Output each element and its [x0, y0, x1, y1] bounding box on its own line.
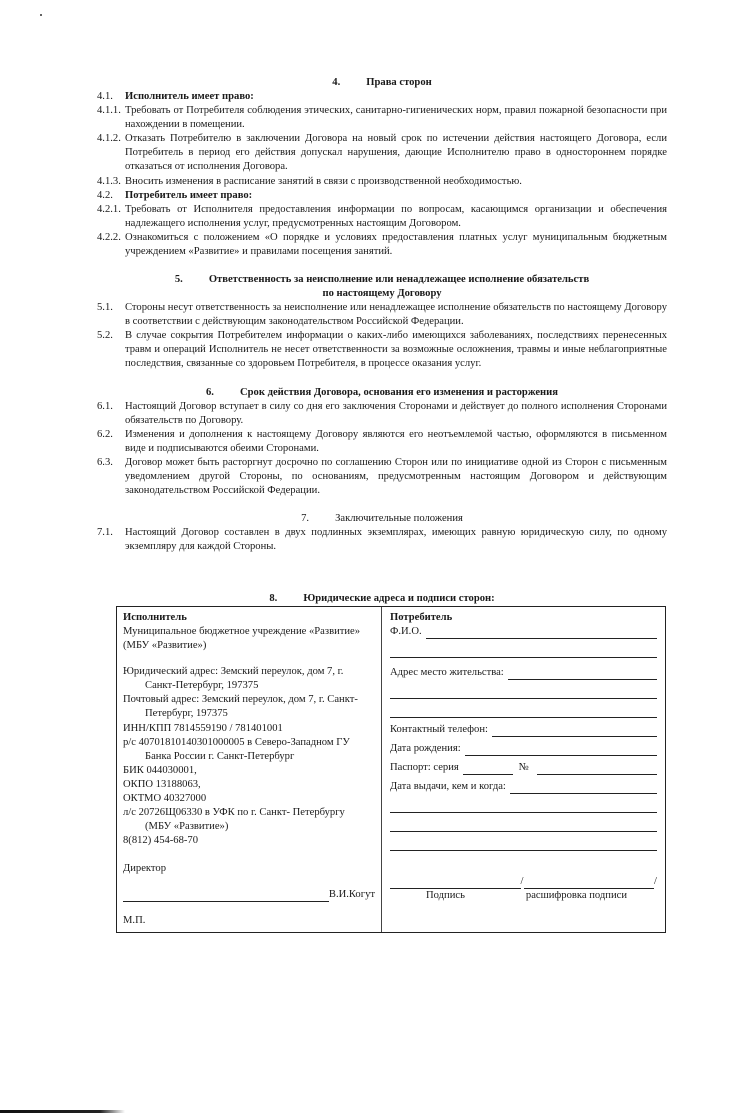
executor-legal-address: Юридический адрес: Земский переулок, дом 7, г. — [123, 666, 344, 678]
address-field-line-3[interactable] — [390, 699, 657, 718]
phone-field[interactable]: Контактный телефон: — [390, 718, 657, 737]
clause-4-1-2: 4.1.2. Отказать Потребителю в заключении Договора на новый срок по истечении действия настоящего Договора, если Потребитель в период его действия допускал нарушения, дающие Исполнителю право в одностороннем порядке отказаться от исполнения Договора. — [97, 133, 667, 173]
executor-phone: 8(812) 454-68-70 — [123, 835, 199, 847]
clause-4-1-1: 4.1.1. Требовать от Потребителя соблюдения этических, санитарно-гигиенических норм, правил пожарной безопасности при нахождении в помещении. — [97, 105, 667, 131]
consumer-column — [382, 607, 665, 932]
clause-4-2-1: 4.2.1. Требовать от Исполнителя предоставления информации по вопросам, касающимся организации и обеспечения надлежащего исполнения услуг, предусмотренных настоящим Договором. — [97, 203, 667, 229]
signature-captions — [390, 889, 657, 903]
scan-speck — [40, 14, 42, 16]
executor-heading: Исполнитель — [123, 612, 187, 623]
clause-5-1: 5.1. Стороны несут ответственность за неисполнение или ненадлежащее исполнение обязательств по настоящему Договору в соответствии с действующим законодательством Российской Федерации. — [97, 302, 667, 328]
executor-org-short: (МБУ «Развитие») — [123, 640, 207, 652]
executor-bik: БИК 044030001, — [123, 764, 197, 776]
address-field-line-2[interactable] — [390, 680, 657, 699]
birth-date-field[interactable]: Дата рождения: — [390, 737, 657, 756]
clause-6-1: 6.1. Настоящий Договор вступает в силу со дня его заключения Сторонами и действует до полного исполнения Сторонами обязательств по Договору. — [97, 400, 667, 426]
executor-column: Исполнитель Муниципальное бюджетное учреждение «Развитие» (МБУ «Развитие») Юридический адрес: Земский переулок, дом 7, г. Санкт-Петербург, 197375 Почтовый адрес: Земский переулок, дом 7, г. Санкт- Петербург, 197375 ИНН/КПП 7814559190 / 781401001 р/с 40701810140301000005 в Северо-Западном ГУ Банка России г. Санкт-Петербург БИК 044030001, ОКПО 13188063, ОКТМО 40327000 л/с 20726Щ06330 в УФК по г. Санкт- Петербургу (МБУ «Развитие») 8(812) 454-68-70 Директор В.И.Когут М.П. — [117, 607, 382, 932]
fio-field[interactable]: Ф.И.О. — [390, 625, 657, 639]
clause-4-1: 4.1. Исполнитель имеет право: — [97, 91, 254, 103]
consumer-heading: Потребитель — [390, 612, 453, 623]
executor-postal-address: Почтовый адрес: Земский переулок, дом 7, г. Санкт- — [123, 694, 358, 706]
fio-field-line-2[interactable] — [390, 639, 657, 658]
signatures-table — [116, 606, 666, 933]
director-name: В.И.Когут — [328, 889, 375, 901]
section-6-title: 6. Срок действия Договора, основания его изменения и расторжения — [206, 386, 558, 398]
clause-4-2-2: 4.2.2. Ознакомиться с положением «О порядке и условиях предоставления платных услуг муниципальным бюджетным учреждением «Развитие» и правилами посещения занятий. — [97, 231, 667, 257]
clause-5-2: 5.2. В случае сокрытия Потребителем информации о каких-либо имеющихся заболеваниях, последствиях перенесенных травм и операций Исполнитель не несет ответственности за возможные осложнения, травмы и иные неблагоприятные последствия, связанные со здоровьем Потребителя, в процессе оказания услуг. — [97, 330, 667, 370]
issued-field[interactable]: Дата выдачи, кем и когда: — [390, 775, 657, 794]
director-signature-line[interactable] — [123, 888, 375, 902]
director-label: Директор — [123, 863, 166, 875]
clause-7-1: 7.1. Настоящий Договор составлен в двух подлинных экземплярах, имеющих равную юридическую силу, по одному экземпляру для каждой Стороны. — [97, 527, 667, 553]
signature-caption: Подпись — [426, 890, 465, 902]
issued-field-line-4[interactable] — [390, 832, 657, 851]
executor-org-name: Муниципальное бюджетное учреждение «Развитие» — [123, 626, 361, 638]
consumer-signature-line[interactable]: / / — [390, 875, 657, 889]
contract-body — [97, 76, 667, 607]
clause-6-2: 6.2. Изменения и дополнения к настоящему Договору являются его неотъемлемой частью, оформляются в письменном виде и подписываются обеими Сторонами. — [97, 428, 667, 454]
decryption-caption: расшифровка подписи — [525, 890, 627, 902]
issued-field-line-2[interactable] — [390, 794, 657, 813]
section-8-title: 8. Юридические адреса и подписи сторон: — [269, 593, 495, 605]
executor-oktmo: ОКТМО 40327000 — [123, 792, 207, 804]
section-7-title: 7. Заключительные положения — [301, 513, 463, 525]
address-field[interactable]: Адрес место жительства: — [390, 658, 657, 680]
issued-field-line-3[interactable] — [390, 813, 657, 832]
section-5-title: 5. Ответственность за неисполнение или ненадлежащее исполнение обязательств по настоящему Договору — [174, 274, 590, 300]
executor-account: р/с 40701810140301000005 в Северо-Западном ГУ — [123, 736, 350, 748]
passport-field[interactable]: Паспорт: серия № — [390, 756, 657, 775]
executor-personal-account: л/с 20726Щ06330 в УФК по г. Санкт- Петербургу — [123, 807, 345, 819]
clause-6-3: 6.3. Договор может быть расторгнут досрочно по соглашению Сторон или по инициативе одной из Сторон с письменным уведомлением другой Стороны, по основаниям, предусмотренным настоящим Договором и действующим законодательством Российской Федерации. — [97, 456, 667, 497]
clause-4-2: 4.2. Потребитель имеет право: — [97, 189, 253, 201]
stamp-place: М.П. — [123, 915, 146, 927]
section-4-title: 4. Права сторон — [332, 77, 432, 88]
clause-4-1-3: 4.1.3. Вносить изменения в расписание занятий в связи с производственной необходимостью. — [97, 175, 522, 187]
executor-okpo: ОКПО 13188063, — [123, 778, 201, 790]
executor-inn-kpp: ИНН/КПП 7814559190 / 781401001 — [123, 722, 283, 734]
